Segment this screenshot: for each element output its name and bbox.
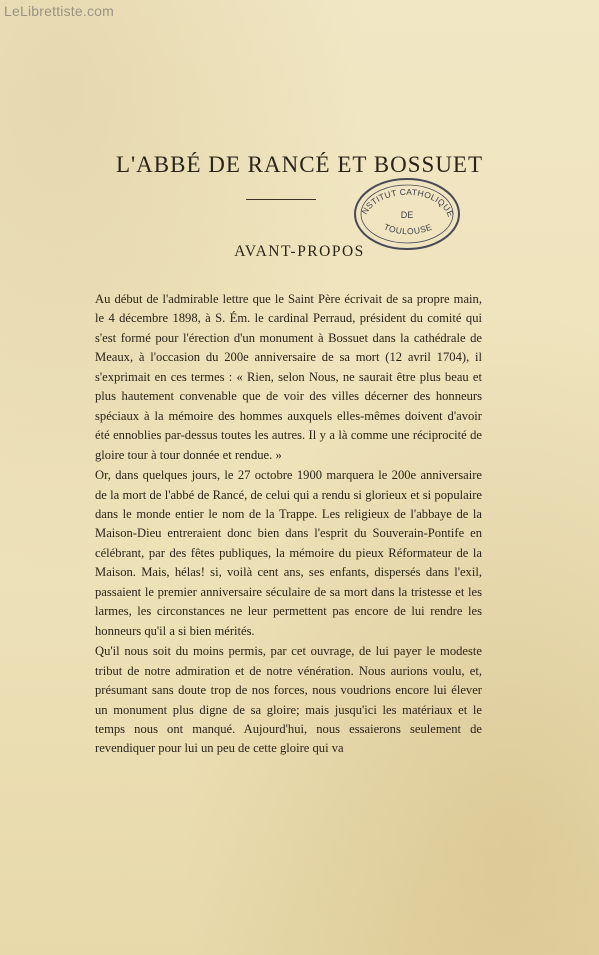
- paragraph: Au début de l'admirable lettre que le Saint Père écrivait de sa propre main, le 4 décembre 1898, à S. Ém. le cardinal Perraud, président du comité qui s'est formé pour l'érection d'un monument à Bossuet dans la cathédrale de Meaux, à l'occasion du 200e anniversaire de sa mort (12 avril 1704), il s'exprimait en ces termes : « Rien, selon Nous, ne saurait être plus beau et plus hautement convenable que de voir des villes décerner des honneurs spéciaux à la mémoire des hommes auxquels elles-mêmes doivent d'avoir été ennoblies par-dessus toutes les autres. Il y a là comme une réciprocité de gloire tour à tour donnée et rendue. »: [95, 292, 482, 462]
- stamp-line-3: TOULOUSE: [382, 221, 434, 237]
- stamp-line-2: DE: [400, 210, 414, 220]
- page-title: L'ABBÉ DE RANCÉ ET BOSSUET: [115, 152, 484, 177]
- section-heading: AVANT-PROPOS: [234, 243, 365, 260]
- library-stamp: [352, 176, 462, 252]
- stamp-line-1: NSTITUT CATHOLIQUE: [359, 186, 457, 219]
- paragraph: Or, dans quelques jours, le 27 octobre 1900 marquera le 200e anniversaire de la mort de l'abbé de Rancé, de celui qui a rendu si glorieux et si populaire dans le monde entier le nom de la Trappe. Les religieux de l'abbaye de la Maison-Dieu entreraient donc bien dans l'esprit du Souverain-Pontife en célébrant, par des fêtes publiques, la mémoire du pieux Réformateur de la Maison. Mais, hélas! si, voilà cent ans, ses enfants, dispersés dans l'exil, passaient le premier anniversaire séculaire de sa mort dans la tristesse et les larmes, les circonstances ne leur permettent pas encore de lui rendre les honneurs qu'il a si bien mérités.: [95, 468, 482, 638]
- body-text: [95, 290, 482, 760]
- title-divider: [246, 199, 316, 200]
- watermark: LeLibrettiste.com: [4, 3, 115, 19]
- svg-text:TOULOUSE: [382, 222, 433, 237]
- paragraph: Qu'il nous soit du moins permis, par cet ouvrage, de lui payer le modeste tribut de notre admiration et de notre vénération. Nous aurions voulu, et, présumant sans doute trop de nos forces, nous voudrions encore lui élever un monument plus digne de sa gloire; mais jusqu'ici les matériaux et le temps nous ont manqué. Aujourd'hui, nous essaierons seulement de revendiquer pour lui un peu de cette gloire qui va: [95, 644, 482, 756]
